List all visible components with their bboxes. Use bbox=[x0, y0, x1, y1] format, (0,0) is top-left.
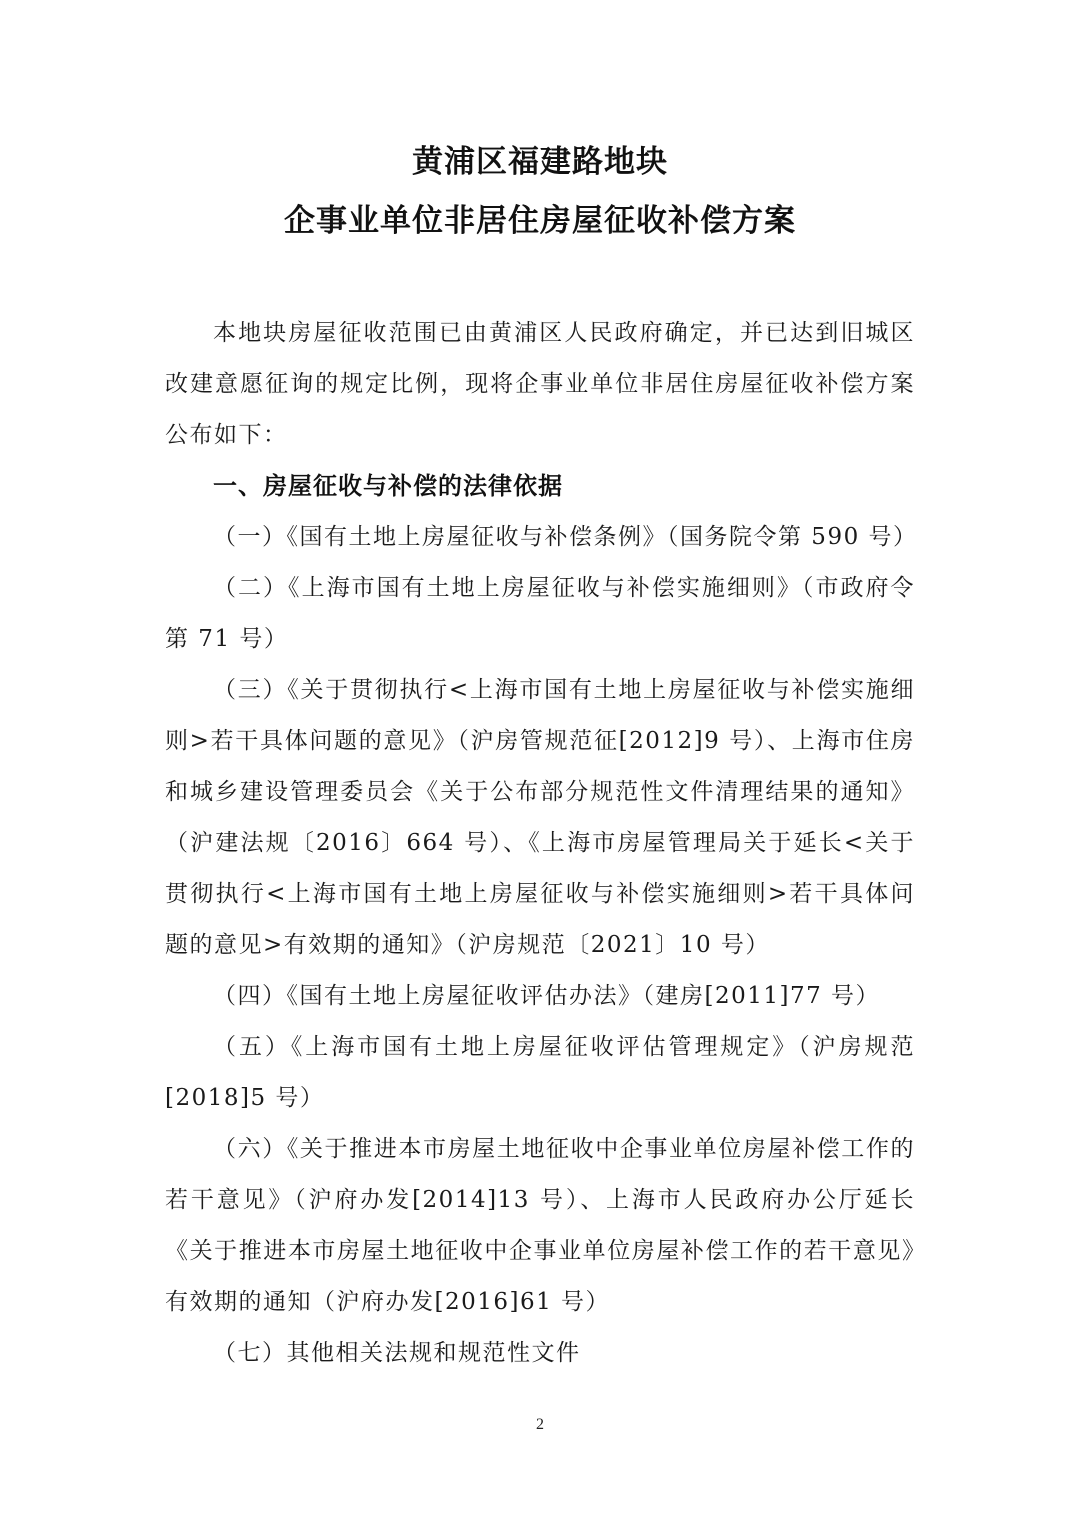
legal-basis-item-7: （七）其他相关法规和规范性文件 bbox=[213, 1340, 581, 1366]
legal-basis-item-4: （四）《国有土地上房屋征收评估办法》（建房[2011]77 号） bbox=[213, 983, 881, 1009]
legal-basis-item-2: （二）《上海市国有土地上房屋征收与补偿实施细则》（市政府令第 71 号） bbox=[165, 575, 915, 652]
document-title-line2: 企事业单位非居住房屋征收补偿方案 bbox=[284, 203, 796, 239]
intro-paragraph: 本地块房屋征收范围已由黄浦区人民政府确定，并已达到旧城区改建意愿征询的规定比例，现将企事业单位非居住房屋征收补偿方案公布如下： bbox=[165, 320, 915, 448]
legal-basis-item-6: （六）《关于推进本市房屋土地征收中企事业单位房屋补偿工作的若干意见》（沪府办发[2014]13 号）、上海市人民政府办公厅延长《关于推进本市房屋土地征收中企事业单位房屋补偿工作的若干意见》有效期的通知（沪府办发[2016]61 号） bbox=[165, 1136, 915, 1315]
legal-basis-item-1: （一）《国有土地上房屋征收与补偿条例》（国务院令第 590 号） bbox=[213, 524, 918, 550]
document-body bbox=[165, 308, 918, 1379]
legal-basis-item-3: （三）《关于贯彻执行<上海市国有土地上房屋征收与补偿实施细则>若干具体问题的意见》（沪房管规范征[2012]9 号）、上海市住房和城乡建设管理委员会《关于公布部分规范性文件清理结果的通知》（沪建法规〔2016〕664 号）、《上海市房屋管理局关于延长<关于贯彻执行<上海市国有土地上房屋征收与补偿实施细则>若干具体问题的意见>有效期的通知》（沪房规范〔2021〕10 号） bbox=[165, 677, 915, 958]
page-number: 2 bbox=[536, 1416, 544, 1433]
legal-basis-item-5: （五）《上海市国有土地上房屋征收评估管理规定》（沪房规范[2018]5 号） bbox=[165, 1034, 915, 1111]
section-heading-legal-basis: 一、房屋征收与补偿的法律依据 bbox=[213, 472, 563, 500]
document-title-line1: 黄浦区福建路地块 bbox=[412, 144, 668, 180]
